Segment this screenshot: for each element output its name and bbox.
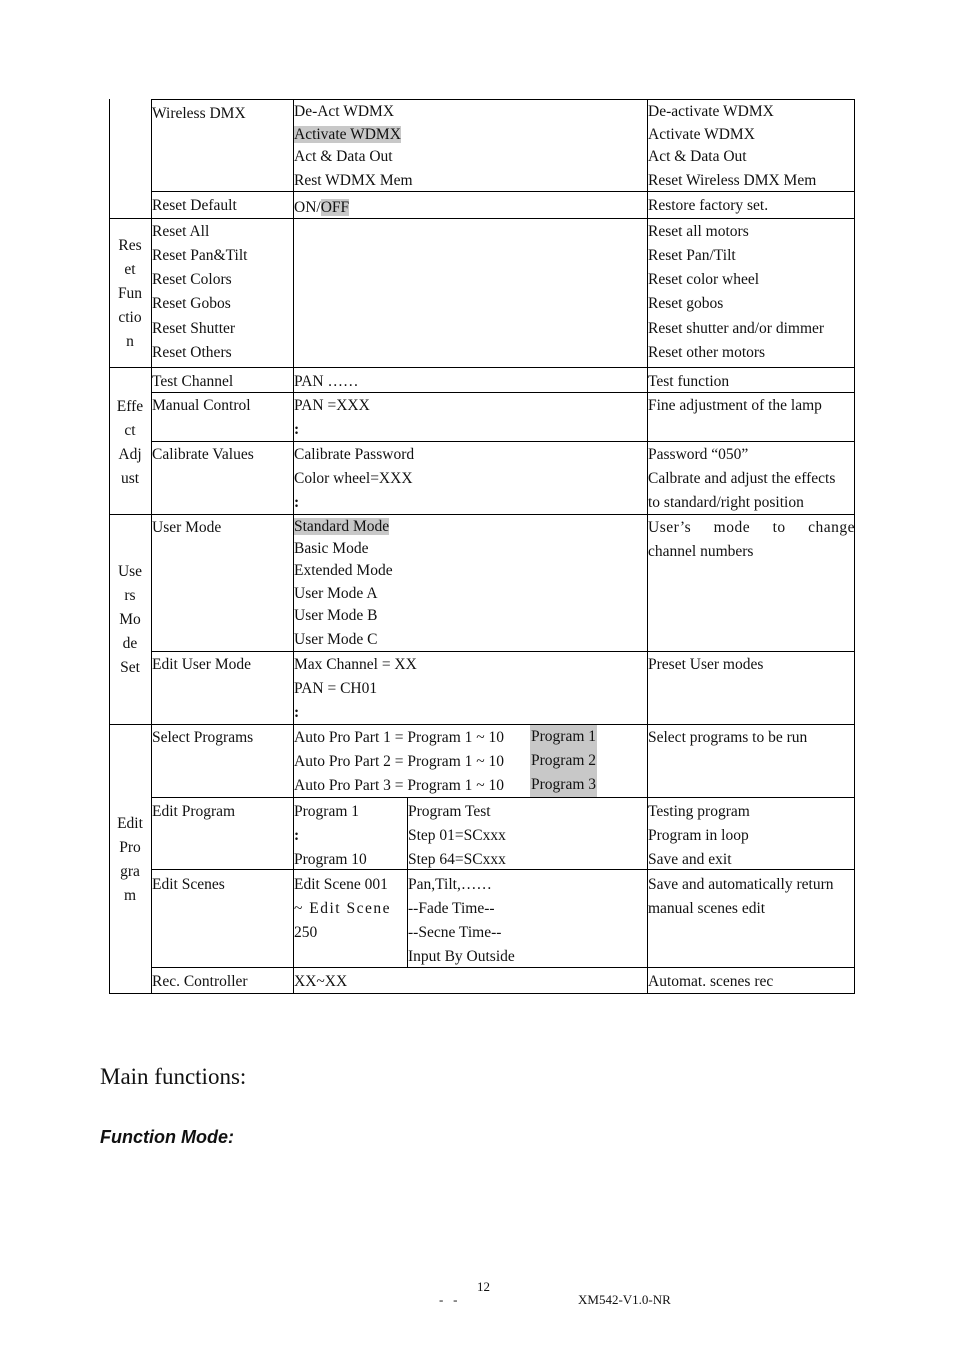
sub-step-64: Step 64=SCxxx xyxy=(408,851,506,868)
sub-scene-time: --Secne Time-- xyxy=(408,924,502,941)
section-text: m xyxy=(123,887,137,904)
opt-standard-mode: Standard Mode xyxy=(294,518,390,535)
opt-on-off xyxy=(294,199,349,216)
section-text: ctio xyxy=(118,309,142,326)
desc-automat-scenes: Automat. scenes rec xyxy=(648,973,774,990)
sub-program-test: Program Test xyxy=(408,803,491,820)
opt-edit-scene-range: ~ Edit Scene xyxy=(294,900,391,917)
desc-save-auto-return: Save and automatically return xyxy=(648,876,834,893)
desc-reset-wireless: Reset Wireless DMX Mem xyxy=(648,172,817,189)
opt-program-1: Program 1 xyxy=(530,725,597,749)
section-text: Pro xyxy=(119,839,141,856)
opt-pan-test: PAN …… xyxy=(294,373,359,390)
page-number: 12 xyxy=(477,1279,490,1294)
desc-reset-all-motors: Reset all motors xyxy=(648,223,749,240)
section-text: Adj xyxy=(118,446,142,463)
section-text: Edit xyxy=(117,815,143,832)
section-text: de xyxy=(122,635,138,652)
section-text: Res xyxy=(118,237,142,254)
opt-max-channel: Max Channel = XX xyxy=(294,656,417,673)
opt-activate-wdmx: Activate WDMX xyxy=(294,126,401,143)
desc-act-data-out: Act & Data Out xyxy=(648,148,747,165)
opt-rest-wdmx-mem: Rest WDMX Mem xyxy=(294,172,413,189)
opt-calibrate-password: Calibrate Password xyxy=(294,446,415,463)
desc-reset-gobos: Reset gobos xyxy=(648,295,724,312)
desc-fine-adjustment: Fine adjustment of the lamp xyxy=(648,397,822,414)
opt-scene-250: 250 xyxy=(294,924,318,941)
section-text: et xyxy=(124,261,136,278)
section-users-mode-set xyxy=(110,560,150,680)
func-reset-colors: Reset Colors xyxy=(152,271,232,288)
desc-reset-other-motors: Reset other motors xyxy=(648,344,766,361)
opt-act-data-out: Act & Data Out xyxy=(294,148,393,165)
opt-pan-ch01: PAN = CH01 xyxy=(294,680,378,697)
func-user-mode: User Mode xyxy=(152,519,222,536)
section-text: gra xyxy=(120,863,140,880)
desc-program-in-loop: Program in loop xyxy=(648,827,749,844)
func-select-programs: Select Programs xyxy=(152,729,254,746)
func-edit-scenes: Edit Scenes xyxy=(152,876,225,893)
desc-save-and-exit: Save and exit xyxy=(648,851,732,868)
opt-auto-pro-part-3: Auto Pro Part 3 = Program 1 ~ 10 xyxy=(294,777,505,794)
opt-on: ON/ xyxy=(294,199,321,216)
opt-program-2: Program 2 xyxy=(530,749,597,773)
function-table xyxy=(109,99,855,994)
opt-colon: : xyxy=(294,421,300,438)
sub-pan-tilt: Pan,Tilt,…… xyxy=(408,876,492,893)
opt-color-wheel: Color wheel=XXX xyxy=(294,470,413,487)
section-text: Use xyxy=(117,563,143,580)
desc-reset-pan-tilt: Reset Pan/Tilt xyxy=(648,247,736,264)
desc-password: Password “050” xyxy=(648,446,749,463)
section-text: Effe xyxy=(116,398,144,415)
desc-channel-numbers: channel numbers xyxy=(648,543,754,560)
opt-auto-pro-part-1: Auto Pro Part 1 = Program 1 ~ 10 xyxy=(294,729,505,746)
func-reset-default: Reset Default xyxy=(152,197,237,214)
func-manual-control: Manual Control xyxy=(152,397,251,414)
opt-edit-scene-001: Edit Scene 001 xyxy=(294,876,388,893)
opt-xx-xx: XX~XX xyxy=(294,973,348,990)
desc-test-function: Test function xyxy=(648,373,730,390)
func-wireless-dmx: Wireless DMX xyxy=(152,105,246,122)
func-test-channel: Test Channel xyxy=(152,373,234,390)
desc-reset-shutter: Reset shutter and/or dimmer xyxy=(648,320,825,337)
opt-user-mode-c: User Mode C xyxy=(294,631,378,648)
func-rec-controller: Rec. Controller xyxy=(152,973,248,990)
section-edit-program xyxy=(110,812,150,908)
desc-standard-position: to standard/right position xyxy=(648,494,804,511)
section-text: Fun xyxy=(117,285,143,302)
opt-pan-xxx: PAN =XXX xyxy=(294,397,370,414)
opt-off: OFF xyxy=(320,199,350,216)
desc-testing-program: Testing program xyxy=(648,803,750,820)
func-reset-others: Reset Others xyxy=(152,344,232,361)
func-reset-shutter: Reset Shutter xyxy=(152,320,236,337)
desc-preset-user-modes: Preset User modes xyxy=(648,656,764,673)
func-reset-gobos: Reset Gobos xyxy=(152,295,231,312)
document-code: XM542-V1.0-NR xyxy=(578,1292,671,1307)
section-text: ust xyxy=(120,470,140,487)
opt-program-10: Program 10 xyxy=(294,851,367,868)
footer-dashes: - - xyxy=(439,1292,458,1307)
desc-reset-color-wheel: Reset color wheel xyxy=(648,271,760,288)
sub-input-by-outside: Input By Outside xyxy=(408,948,515,965)
func-edit-program: Edit Program xyxy=(152,803,236,820)
opt-colon: : xyxy=(294,494,300,511)
opt-program-1-start: Program 1 xyxy=(294,803,360,820)
opt-colon: : xyxy=(294,827,300,844)
section-text: ct xyxy=(124,422,136,439)
func-edit-user-mode: Edit User Mode xyxy=(152,656,252,673)
desc-select-programs: Select programs to be run xyxy=(648,729,808,746)
func-calibrate-values: Calibrate Values xyxy=(152,446,254,463)
opt-colon: : xyxy=(294,704,300,721)
opt-user-mode-a: User Mode A xyxy=(294,585,378,602)
opt-user-mode-b: User Mode B xyxy=(294,607,378,624)
desc-restore-factory: Restore factory set. xyxy=(648,197,769,214)
opt-auto-pro-part-2: Auto Pro Part 2 = Program 1 ~ 10 xyxy=(294,753,505,770)
section-text: n xyxy=(126,333,134,350)
opt-program-3: Program 3 xyxy=(530,773,597,797)
opt-basic-mode: Basic Mode xyxy=(294,540,369,557)
section-text: Set xyxy=(120,659,140,676)
section-reset-function xyxy=(110,234,150,354)
desc-deactivate-wdmx: De-activate WDMX xyxy=(648,103,774,120)
desc-users-mode-change: User’s mode to change xyxy=(648,519,855,536)
opt-extended-mode: Extended Mode xyxy=(294,562,393,579)
desc-calibrate-adjust: Calbrate and adjust the effects xyxy=(648,470,836,487)
desc-activate-wdmx: Activate WDMX xyxy=(648,126,755,143)
func-reset-pan-tilt: Reset Pan&Tilt xyxy=(152,247,248,264)
section-effect-adjust xyxy=(110,395,150,491)
desc-manual-scenes: manual scenes edit xyxy=(648,900,766,917)
section-heading: Main functions: xyxy=(100,1064,247,1089)
section-text: Mo xyxy=(119,611,141,628)
subsection-heading: Function Mode: xyxy=(100,1127,234,1147)
section-text: rs xyxy=(124,587,136,604)
func-reset-all: Reset All xyxy=(152,223,210,240)
sub-fade-time: --Fade Time-- xyxy=(408,900,495,917)
sub-step-01: Step 01=SCxxx xyxy=(408,827,506,844)
opt-deact-wdmx: De-Act WDMX xyxy=(294,103,395,120)
